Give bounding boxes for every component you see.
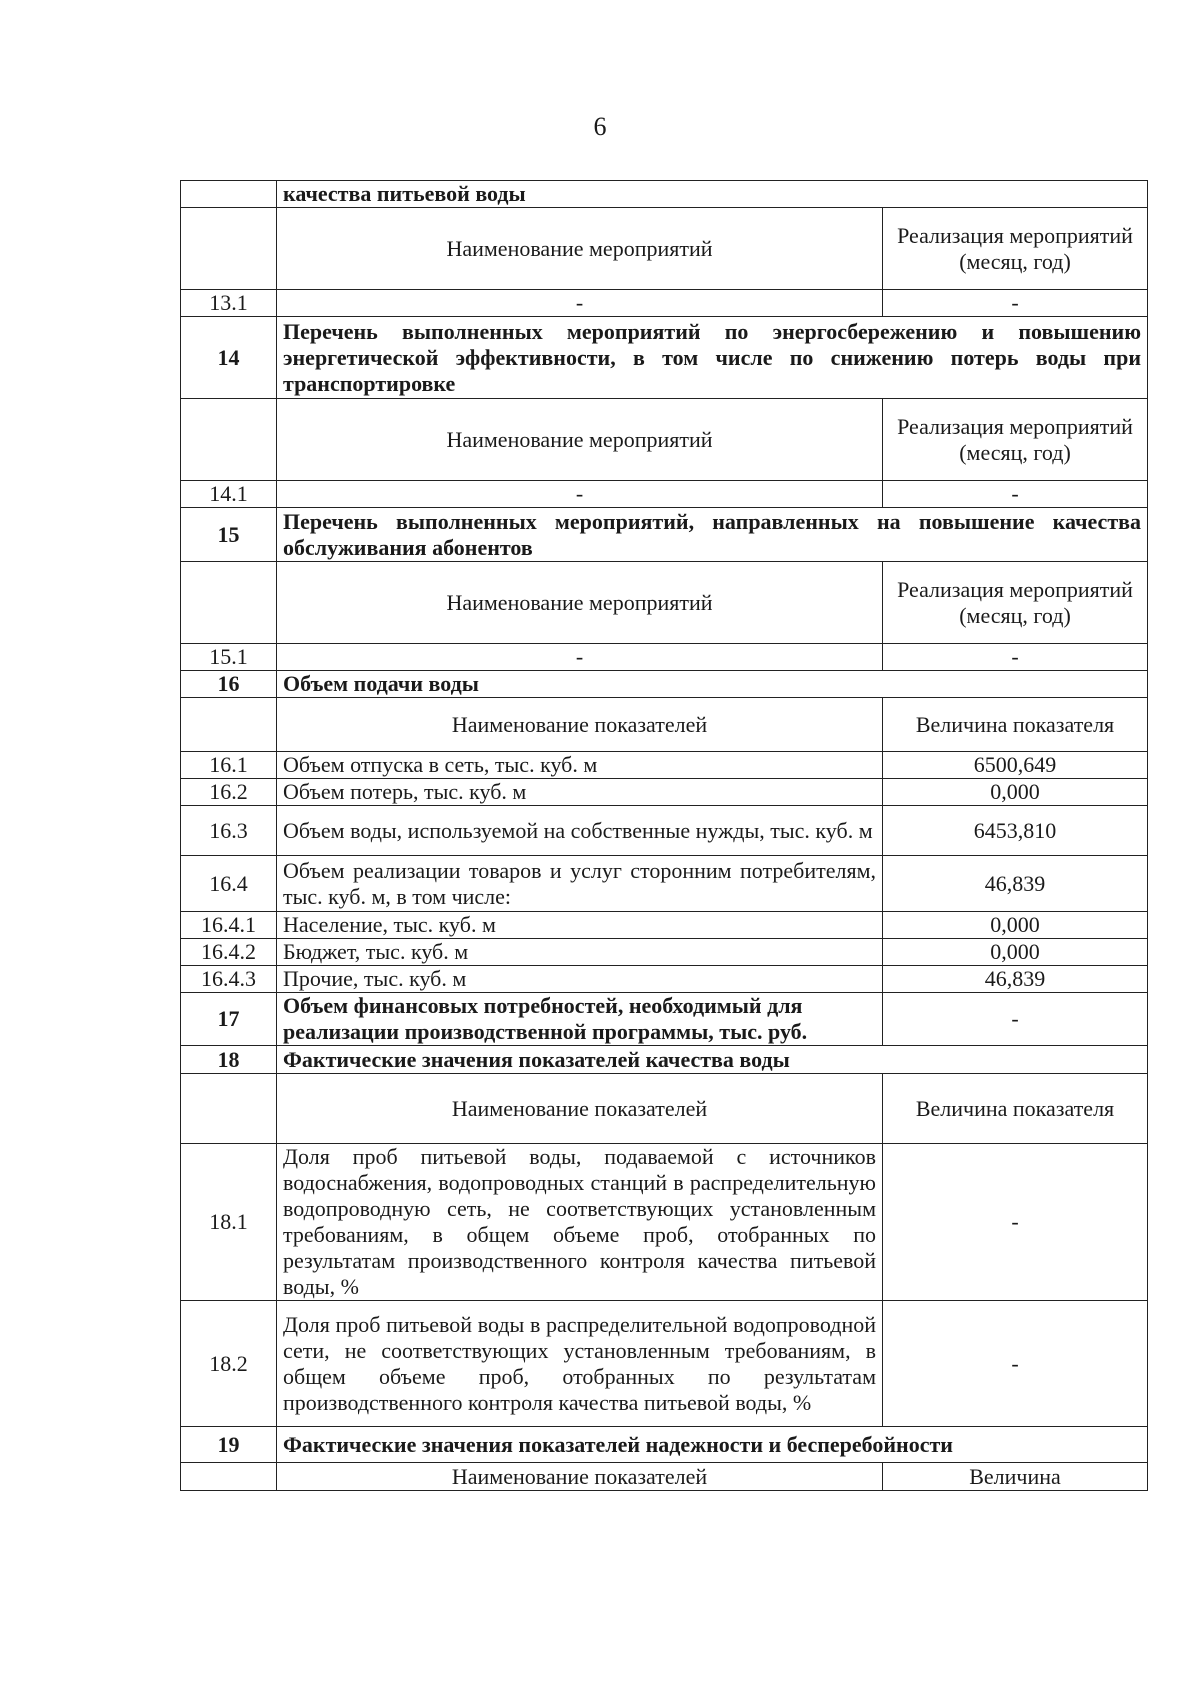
item-value: 0,000 <box>883 779 1148 806</box>
table-row <box>181 779 1148 806</box>
column-header-row <box>181 399 1148 481</box>
section-header-row <box>181 671 1148 698</box>
item-value: 0,000 <box>883 912 1148 939</box>
section-number: 14 <box>181 317 277 399</box>
table-row <box>181 752 1148 779</box>
table-row <box>181 1144 1148 1301</box>
item-number: 16.4.2 <box>181 939 277 966</box>
column-header-row <box>181 208 1148 290</box>
column-title-name: Наименование показателей <box>277 1074 883 1144</box>
section-number: 18 <box>181 1046 277 1074</box>
item-number: 16.4 <box>181 856 277 912</box>
table-row <box>181 290 1148 317</box>
section-title: качества питьевой воды <box>277 181 1148 208</box>
item-text: Население, тыс. куб. м <box>277 912 883 939</box>
item-number: 16.2 <box>181 779 277 806</box>
section-number: 17 <box>181 993 277 1046</box>
item-text: Бюджет, тыс. куб. м <box>277 939 883 966</box>
page-number: 6 <box>593 112 607 141</box>
section-title: Перечень выполненных мероприятий по энергосбережению и повышению энергетической эффективности, в том числе по снижению потерь воды при транспортировке <box>277 317 1148 399</box>
column-title-value: Величина показателя <box>883 698 1148 752</box>
item-value: - <box>883 481 1148 508</box>
item-value: - <box>883 993 1148 1046</box>
section-number: 16 <box>181 671 277 698</box>
table-row <box>181 993 1148 1046</box>
section-header-row <box>181 317 1148 399</box>
item-value: 0,000 <box>883 939 1148 966</box>
empty-cell <box>181 208 277 290</box>
item-number: 16.4.3 <box>181 966 277 993</box>
table-row <box>181 806 1148 856</box>
column-title-value: Реализация мероприятий (месяц, год) <box>883 208 1148 290</box>
item-text: - <box>277 290 883 317</box>
column-header-row <box>181 562 1148 644</box>
table-row <box>181 644 1148 671</box>
column-title-name: Наименование мероприятий <box>277 399 883 481</box>
item-text: Доля проб питьевой воды, подаваемой с источников водоснабжения, водопроводных станций в распределительную водопроводную сеть, не соответствующих установленным требованиям, в общем объеме проб, отобранных по результатам производственного контроля качества питьевой воды, % <box>277 1144 883 1301</box>
item-value: - <box>883 290 1148 317</box>
section-number: 15 <box>181 508 277 562</box>
section-title: Фактические значения показателей надежности и бесперебойности <box>277 1427 1148 1463</box>
table-row <box>181 856 1148 912</box>
item-text: Объем отпуска в сеть, тыс. куб. м <box>277 752 883 779</box>
empty-cell <box>181 399 277 481</box>
table-body <box>181 181 1148 1491</box>
item-number: 13.1 <box>181 290 277 317</box>
item-number: 14.1 <box>181 481 277 508</box>
item-value: - <box>883 644 1148 671</box>
section-title: Фактические значения показателей качества воды <box>277 1046 1148 1074</box>
table-row <box>181 481 1148 508</box>
table-row <box>181 966 1148 993</box>
item-text: Доля проб питьевой воды в распределительной водопроводной сети, не соответствующих установленным требованиям, в общем объеме проб, отобранных по результатам производственного контроля качества питьевой воды, % <box>277 1301 883 1427</box>
empty-cell <box>181 698 277 752</box>
item-value: - <box>883 1144 1148 1301</box>
table-row <box>181 1301 1148 1427</box>
item-number: 18.1 <box>181 1144 277 1301</box>
item-value: - <box>883 1301 1148 1427</box>
item-number: 16.1 <box>181 752 277 779</box>
item-text: Объем реализации товаров и услуг сторонним потребителям, тыс. куб. м, в том числе: <box>277 856 883 912</box>
column-title-name: Наименование показателей <box>277 1463 883 1491</box>
column-title-value: Реализация мероприятий (месяц, год) <box>883 399 1148 481</box>
column-title-value: Величина <box>883 1463 1148 1491</box>
item-text: - <box>277 644 883 671</box>
section-header-row <box>181 1427 1148 1463</box>
item-text: Объем воды, используемой на собственные нужды, тыс. куб. м <box>277 806 883 856</box>
item-text: Объем потерь, тыс. куб. м <box>277 779 883 806</box>
section-number: 19 <box>181 1427 277 1463</box>
item-value: 46,839 <box>883 966 1148 993</box>
section-header-row <box>181 1046 1148 1074</box>
production-program-table <box>180 180 1148 1491</box>
table-row <box>181 939 1148 966</box>
item-number: 16.4.1 <box>181 912 277 939</box>
item-value: 6500,649 <box>883 752 1148 779</box>
empty-cell <box>181 1074 277 1144</box>
section-title: Объем подачи воды <box>277 671 1148 698</box>
section-header-row <box>181 508 1148 562</box>
column-title-name: Наименование мероприятий <box>277 562 883 644</box>
item-text: - <box>277 481 883 508</box>
column-header-row <box>181 698 1148 752</box>
item-text: Прочие, тыс. куб. м <box>277 966 883 993</box>
item-number: 15.1 <box>181 644 277 671</box>
item-number: 18.2 <box>181 1301 277 1427</box>
empty-cell <box>181 562 277 644</box>
section-header-row <box>181 181 1148 208</box>
column-title-name: Наименование показателей <box>277 698 883 752</box>
item-value: 46,839 <box>883 856 1148 912</box>
item-number: 16.3 <box>181 806 277 856</box>
table-row <box>181 912 1148 939</box>
column-title-name: Наименование мероприятий <box>277 208 883 290</box>
section-number <box>181 181 277 208</box>
empty-cell <box>181 1463 277 1491</box>
column-title-value: Реализация мероприятий (месяц, год) <box>883 562 1148 644</box>
section-title: Объем финансовых потребностей, необходимый для реализации производственной программы, тыс. руб. <box>277 993 883 1046</box>
item-value: 6453,810 <box>883 806 1148 856</box>
section-title: Перечень выполненных мероприятий, направленных на повышение качества обслуживания абонентов <box>277 508 1148 562</box>
column-title-value: Величина показателя <box>883 1074 1148 1144</box>
column-header-row <box>181 1463 1148 1491</box>
column-header-row <box>181 1074 1148 1144</box>
